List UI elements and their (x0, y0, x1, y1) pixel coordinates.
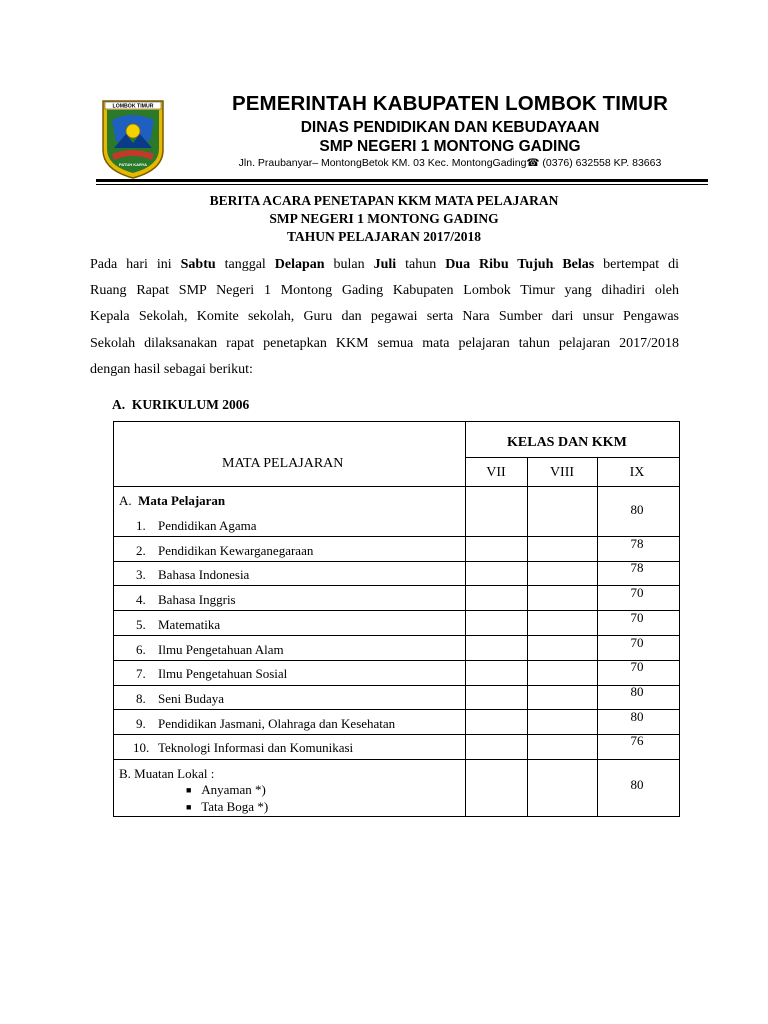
table-rule (113, 536, 679, 537)
col-header-subject: MATA PELAJARAN (222, 456, 344, 471)
table-rule (113, 759, 679, 760)
col-header-ix: IX (629, 465, 645, 480)
row-number: 10. (133, 740, 150, 756)
table-rule (113, 709, 679, 710)
kkm-value: 78 (630, 535, 644, 551)
row-number: 9. (136, 715, 146, 731)
table-rule (527, 457, 528, 816)
intro-line: Pada hari ini Sabtu tanggal Delapan bulan Juli tahun Dua Ribu Tujuh Belas bertempat di (90, 257, 680, 272)
kkm-value: 78 (630, 560, 644, 576)
col-header-viii: VIII (549, 465, 575, 480)
table-rule (113, 635, 679, 636)
kkm-value: 70 (630, 634, 644, 650)
kkm-value: 80 (630, 708, 644, 724)
table-rule (113, 561, 679, 562)
intro-paragraph (90, 252, 679, 383)
kkm-value: 80 (630, 777, 644, 792)
section-a-heading: A. KURIKULUM 2006 (112, 397, 250, 412)
table-rule (679, 421, 680, 817)
col-header-vii: VII (486, 465, 506, 480)
subject-name: Ilmu Pengetahuan Alam (158, 641, 284, 657)
table-rule (113, 421, 679, 422)
table-rule (113, 486, 679, 487)
row-number: 5. (136, 616, 146, 632)
emblem-top-text: LOMBOK TIMUR (112, 103, 154, 110)
list-item: ■ Tata Boga *) (186, 799, 269, 814)
table-rule (113, 421, 114, 816)
group-a-label: A. Mata Pelajaran (119, 493, 226, 508)
kkm-value: 70 (630, 609, 644, 625)
subject-name: Matematika (158, 616, 221, 632)
subject-name: Bahasa Inggris (158, 592, 236, 608)
list-item: ■ Anyaman *) (186, 782, 266, 797)
subject-name: Bahasa Indonesia (158, 567, 250, 583)
row-number: 4. (136, 592, 146, 608)
letterhead-school: SMP NEGERI 1 MONTONG GADING (319, 138, 581, 155)
table-rule (113, 685, 679, 686)
intro-line: Ruang Rapat SMP Negeri 1 Montong Gading Kabupaten Lombok Timur yang dihadiri oleh (90, 283, 679, 299)
col-header-group: KELAS DAN KKM (507, 435, 627, 450)
kkm-value: 70 (630, 585, 644, 601)
group-b-label: B. Muatan Lokal : (119, 766, 215, 781)
letterhead-government: PEMERINTAH KABUPATEN LOMBOK TIMUR (231, 92, 669, 115)
subject-name: Pendidikan Kewarganegaraan (158, 542, 314, 558)
doc-title: BERITA ACARA PENETAPAN KKM MATA PELAJARAN (209, 193, 559, 208)
subject-name: Seni Budaya (158, 690, 225, 706)
subject-name: Pendidikan Agama (158, 518, 257, 533)
kkm-value: 70 (630, 659, 644, 675)
intro-line: Kepala Sekolah, Komite sekolah, Guru dan pegawai serta Nara Sumber dari unsur Pengawas (90, 309, 679, 325)
subject-name: Pendidikan Jasmani, Olahraga dan Kesehatan (158, 715, 396, 731)
row-number: 1. (136, 518, 146, 533)
table-rule (465, 457, 679, 458)
row-number: 2. (136, 542, 146, 558)
table-rule (113, 610, 679, 611)
letterhead-department: DINAS PENDIDIKAN DAN KEBUDAYAAN (300, 119, 600, 136)
intro-line: Sekolah dilaksanakan rapat penetapkan KKM semua mata pelajaran tahun pelajaran 2017/2018 (90, 335, 679, 351)
row-number: 3. (136, 567, 146, 583)
table-rule (113, 734, 679, 735)
table-rule (113, 660, 679, 661)
lombok-timur-emblem-icon (100, 98, 166, 180)
doc-subtitle-school: SMP NEGERI 1 MONTONG GADING (269, 211, 499, 226)
subject-name: Teknologi Informasi dan Komunikasi (158, 740, 354, 756)
row-number: 6. (136, 641, 146, 657)
emblem-bottom-text: PATUH KARYA (118, 162, 148, 167)
letterhead-rule-thin (96, 184, 708, 185)
row-number: 7. (136, 666, 146, 682)
table-rule (113, 816, 679, 817)
kkm-value: 80 (630, 683, 644, 699)
letterhead-rule-thick (96, 179, 708, 182)
kkm-value: 80 (630, 502, 644, 517)
subject-name: Ilmu Pengetahuan Sosial (158, 666, 288, 682)
row-number: 8. (136, 690, 146, 706)
kkm-value: 76 (630, 733, 644, 749)
intro-line: dengan hasil sebagai berikut: (90, 361, 253, 377)
doc-subtitle-year: TAHUN PELAJARAN 2017/2018 (286, 229, 481, 244)
table-rule (113, 585, 679, 586)
letterhead-address: Jln. Praubanyar– MontongBetok KM. 03 Kec. MontongGading☎ (0376) 632558 KP. 83663 (238, 157, 662, 169)
